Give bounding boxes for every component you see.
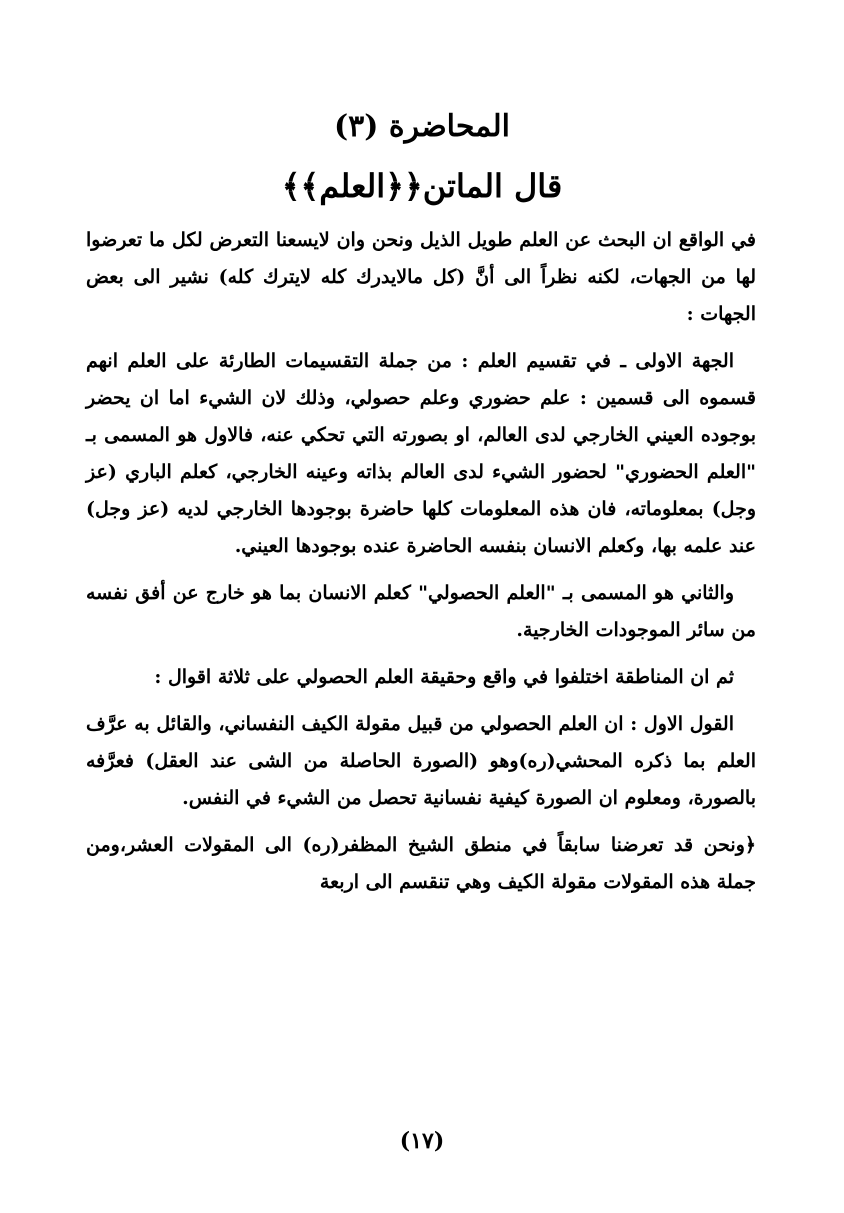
paragraph: ﴿ونحن قد تعرضنا سابقاً في منطق الشيخ المظفر(ره) الى المقولات العشر،ومن جملة هذه المقولات مقولة الكيف وهي تنقسم الى اربعة [86,834,756,893]
paragraph: القول الاول : ان العلم الحصولي من قبيل مقولة الكيف النفساني، والقائل به عرَّف العلم بما ذكره المحشي(ره)وهو (الصورة الحاصلة من الشى عند العقل) فعرَّفه بالصورة، ومعلوم ان الصورة كيفية نفسانية تحصل من الشيء في النفس. [86,713,756,809]
matn-title: قال الماتن﴿﴿العلم﴾﴾ [281,167,563,205]
page-number: (١٧) [399,1128,445,1154]
paragraph: ثم ان المناطقة اختلفوا في واقع وحقيقة العلم الحصولي على ثلاثة اقوال : [154,666,734,688]
paragraph: الجهة الاولى ـ في تقسيم العلم : من جملة التقسيمات الطارئة على العلم انهم قسموه الى قسمين : علم حضوري وعلم حصولي، وذلك لان الشيء اما ان يحضر بوجوده العيني الخارجي لدى العالم، او بصورته التي تحكي عنه، فالاول هو المسمى بـ "العلم الحضوري" لحضور الشيء لدى العالم بذاته وعينه الخارجي، كعلم الباري (عز وجل) بمعلوماته، فان هذه المعلومات كلها حاضرة بوجودها الخارجي لديه (عز وجل) عند علمه بها، وكعلم الانسان بنفسه الحاضرة عنده بوجودها العيني. [86,350,756,557]
body-text [86,222,756,911]
paragraph: والثاني هو المسمى بـ "العلم الحصولي" كعلم الانسان بما هو خارج عن أفق نفسه من سائر الموجودات الخارجية. [86,582,756,641]
lecture-title: المحاضرة (٣) [333,109,511,144]
paragraph: في الواقع ان البحث عن العلم طويل الذيل ونحن وان لايسعنا التعرض لكل ما تعرضوا لها من الجهات، لكنه نظراً الى أنَّ (كل مالايدرك كله لايترك كله) نشير الى بعض الجهات : [86,229,756,325]
